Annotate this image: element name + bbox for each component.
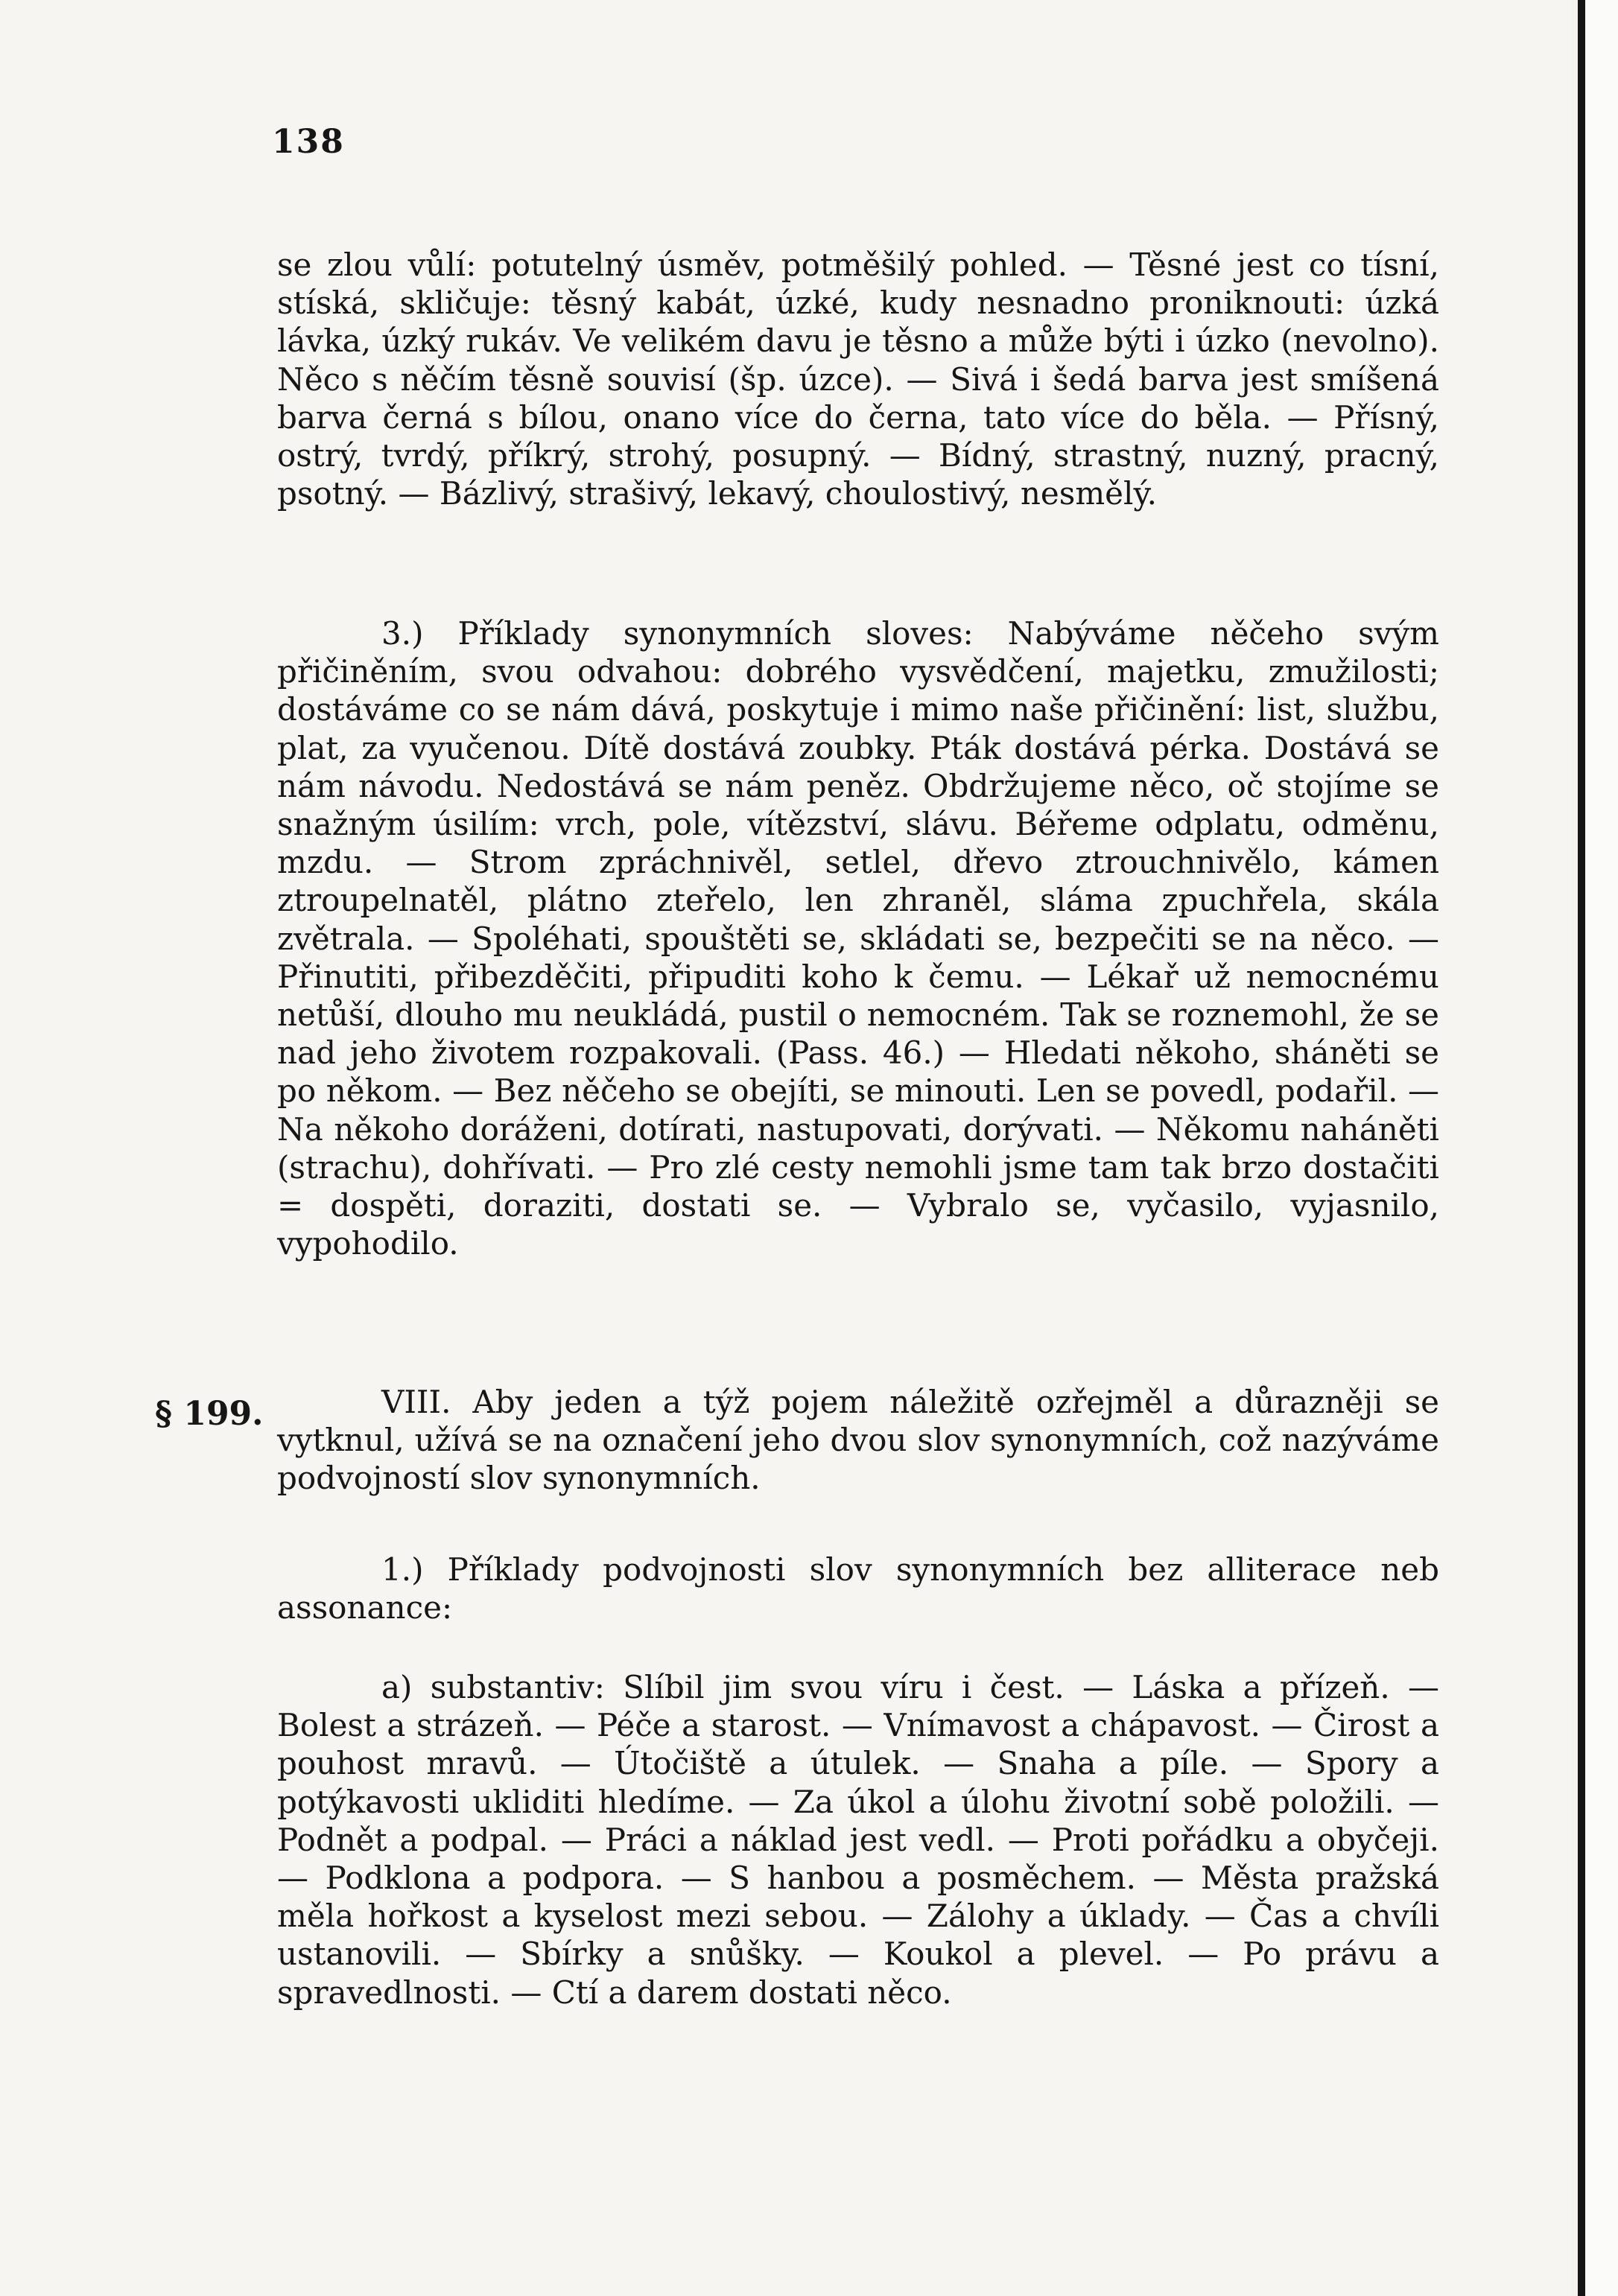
page-edge	[1578, 0, 1618, 2296]
paragraph-adjective-synonyms: se zlou vůlí: potutelný úsměv, potměšilý pohled. — Těsné jest co tísní, stíská, skličuje: těsný kabát, úzké, kudy nesnadno proniknouti: úzká lávka, úzký rukáv. Ve velikém davu je těsno a může býti i úzko (nevolno). Něco s něčím těsně souvisí (šp. úzce). — Sivá i šedá barva jest smíšená barva černá s bílou, onano více do černa, tato více do běla. — Přísný, ostrý, tvrdý, příkrý, strohý, posupný. — Bídný, strastný, nuzný, pracný, psotný. — Bázlivý, strašivý, lekavý, choulostivý, nesmělý.	[277, 247, 1439, 512]
paragraph-verb-synonyms: 3.) Příklady synonymních sloves: Nabýváme něčeho svým přičiněním, svou odvahou: dobrého vysvědčení, majetku, zmužilosti; dostáváme co se nám dává, poskytuje i mimo naše přičinění: list, službu, plat, za vyučenou. Dítě dostává zoubky. Pták dostává pérka. Dostává se nám návodu. Nedostává se nám peněz. Obdržujeme něco, oč stojíme se snažným úsilím: vrch, pole, vítězství, slávu. Béřeme odplatu, odměnu, mzdu. — Strom zpráchnivěl, setlel, dřevo ztrouchnivělo, kámen ztroupelnatěl, plátno zteřelo, len zhraněl, sláma zpuchřela, skála zvětrala. — Spoléhati, spouštěti se, skládati se, bezpečiti se na něco. — Přinutiti, přibezděčiti, připuditi koho k čemu. — Lékař už nemocnému netůší, dlouho mu neukládá, pustil o nemocném. Tak se roznemohl, že se nad jeho životem rozpakovali. (Pass. 46.) — Hledati někoho, sháněti se po někom. — Bez něčeho se obejíti, se minouti. Len se povedl, podařil. — Na někoho doráženi, dotírati, nastupovati, dorývati. — Někomu naháněti (strachu), dohřívati. — Pro zlé cesty nemohli jsme tam tak brzo dostačiti = dospěti, doraziti, dostati se. — Vybralo se, vyčasilo, vyjasnilo, vypohodilo.	[277, 615, 1439, 1262]
page-number: 138	[272, 123, 345, 161]
paragraph-examples-heading: 1.) Příklady podvojnosti slov synonymních bez alliterace neb assonance:	[277, 1551, 1439, 1626]
section-mark: § 199.	[155, 1395, 264, 1433]
paragraph-section-viii: VIII. Aby jeden a týž pojem náležitě ozřejměl a důrazněji se vytknul, užívá se na označení jeho dvou slov synonymních, což nazýváme podvojností slov synonymních.	[277, 1384, 1439, 1497]
paragraph-substantiv-examples: a) substantiv: Slíbil jim svou víru i čest. — Láska a přízeň. — Bolest a strázeň. — Péče a starost. — Vnímavost a chápavost. — Čirost a pouhost mravů. — Útočiště a útulek. — Snaha a píle. — Spory a potýkavosti ukliditi hledíme. — Za úkol a úlohu životní sobě položili. — Podnět a podpal. — Práci a náklad jest vedl. — Proti pořádku a obyčeji. — Podklona a podpora. — S hanbou a posměchem. — Města pražská měla hořkost a kyselost mezi sebou. — Zálohy a úklady. — Čas a chvíli ustanovili. — Sbírky a snůšky. — Koukol a plevel. — Po právu a spravedlnosti. — Ctí a darem dostati něco.	[277, 1669, 1439, 2011]
binding-edge	[1578, 0, 1585, 2296]
